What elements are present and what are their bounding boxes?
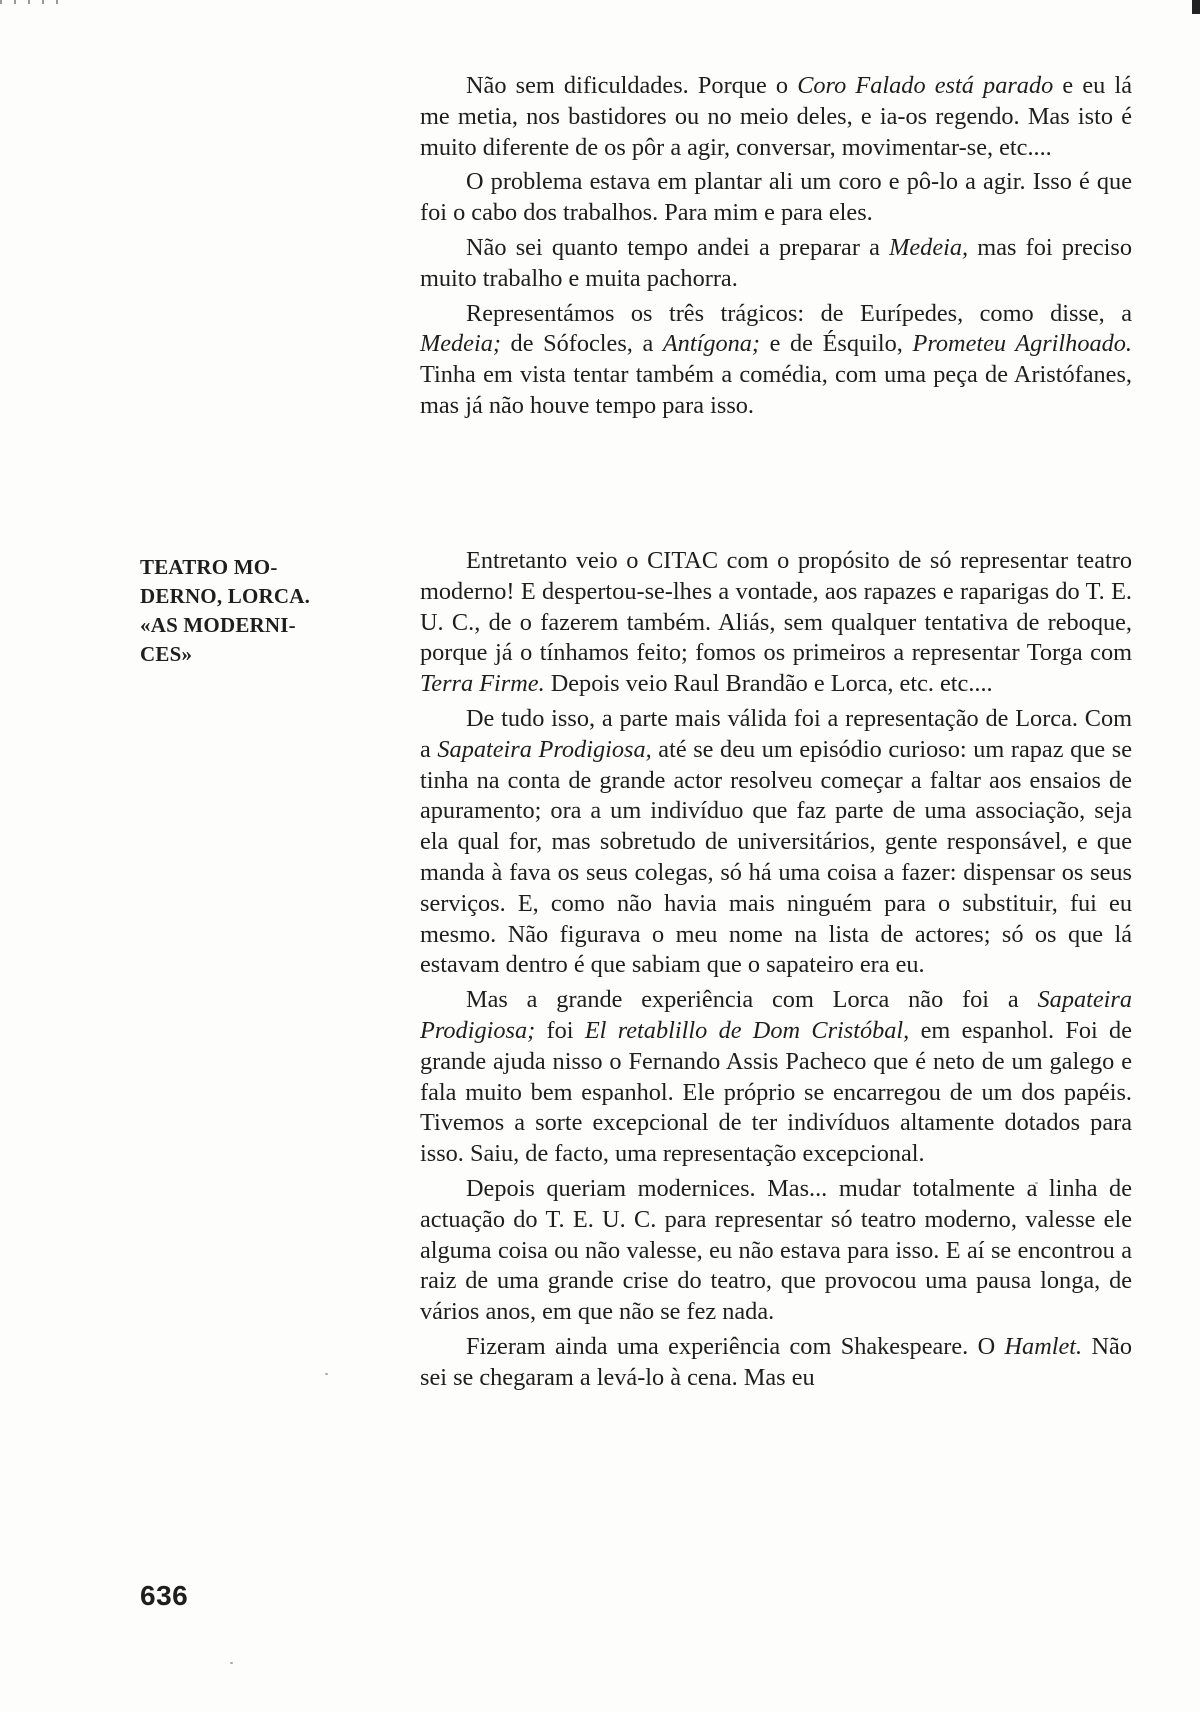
text-run: e eu lá me metia, nos bastidores ou no meio deles, e ia-os regendo. Mas isto é muito diferente de os pôr a agir, conversar, movimentar-se, etc.... (420, 72, 1132, 161)
italic-title: Medeia; (420, 330, 501, 358)
italic-title: Sapateira Prodigiosa; (420, 986, 1132, 1044)
paragraph (420, 1174, 1132, 1328)
text-run: Tinha em vista tentar também a comédia, com uma peça de Aristófanes, mas já não houve tempo para isso. (420, 361, 1132, 419)
side-heading-line: DERNO, LORCA. (140, 584, 311, 608)
text-run: Mas a grande experiência com Lorca não foi a (466, 986, 1038, 1014)
side-heading-line: TEATRO MO- (140, 555, 278, 579)
paragraph (420, 985, 1132, 1170)
italic-title: Coro Falado está parado (797, 72, 1054, 99)
text-run: O problema estava em plantar ali um coro e pô-lo a agir. Isso é que foi o cabo dos trabalhos. Para mim e para eles. (420, 168, 1132, 227)
paragraph (420, 233, 1132, 295)
scan-speck (230, 1662, 233, 1664)
italic-title: Hamlet. (1004, 1332, 1083, 1360)
paragraph (420, 1332, 1132, 1394)
text-run: foi (535, 1016, 585, 1044)
italic-title: Prometeu Agrilhoado. (912, 330, 1132, 358)
paragraph (420, 546, 1132, 700)
italic-title: Sapateira Prodigiosa, (437, 735, 652, 763)
side-heading-line: CES» (140, 642, 193, 666)
scan-speck (325, 1373, 328, 1375)
text-block-1 (420, 71, 1132, 422)
text-run: Depois veio Raul Brandão e Lorca, etc. etc.... (544, 670, 993, 698)
page-number: 636 (140, 1580, 189, 1611)
side-heading (140, 553, 360, 669)
text-run: De tudo isso, a parte mais válida foi a representação de Lorca. Com a (420, 704, 1132, 763)
italic-title: Terra Firme. (420, 670, 545, 698)
text-run: de Sófocles, a (500, 330, 663, 358)
scan-edge-mark (0, 0, 70, 4)
paragraph (420, 167, 1132, 229)
text-run: em espanhol. Foi de grande ajuda nisso o Fernando Assis Pacheco que é neto de um galego e fala muito bem espanhol. Ele próprio se encarregou de um dos papéis. Tivemos a sorte excepcional de ter indivíduos altamente dotados para isso. Saiu, de facto, uma representação excepcional. (420, 1016, 1132, 1168)
paragraph (420, 299, 1132, 422)
italic-title: Medeia, (889, 233, 969, 261)
text-run: e de Ésquilo, (760, 330, 913, 358)
text-run: Não sei se chegaram a levá-lo à cena. Mas eu (420, 1332, 1132, 1391)
text-run: Fizeram ainda uma experiência com Shakespeare. O (466, 1332, 1005, 1360)
scan-corner-mark (1192, 0, 1200, 14)
paragraph (420, 704, 1132, 981)
text-block-2 (420, 546, 1132, 1394)
text-run: Não sem dificuldades. Porque o (466, 72, 798, 99)
text-run: Depois queriam modernices. Mas... mudar totalmente a linha de actuação do T. E. U. C. para representar só teatro moderno, valesse ele alguma coisa ou não valesse, eu não estava para isso. E aí se encontrou a raiz de uma grande crise do teatro, que provocou uma pausa longa, de vários anos, em que não se fez nada. (420, 1174, 1132, 1326)
text-run: Entretanto veio o CITAC com o propósito de só representar teatro moderno! E despertou-se-lhes a vontade, aos rapazes e raparigas do T. E. U. C., de o fazerem também. Aliás, sem qualquer tentativa de reboque, porque já o tínhamos feito; fomos os primeiros a representar Torga com (420, 547, 1132, 667)
paragraph (420, 71, 1132, 163)
text-run: Não sei quanto tempo andei a preparar a (466, 233, 890, 261)
text-run: até se deu um episódio curioso: um rapaz que se tinha na conta de grande actor resolveu começar a faltar aos ensaios de apuramento; ora a um indivíduo que faz parte de uma associação, seja ela qual for, mas sobretudo de universitários, gente responsável, e que manda à fava os seus colegas, só há uma coisa a fazer: dispensar os seus serviços. E, como não havia mais ninguém para o substituir, fui eu mesmo. Não figurava o meu nome na lista de actores; só os que lá estavam dentro é que sabiam que o sapateiro era eu. (420, 735, 1133, 979)
side-heading-line: «AS MODERNI- (140, 613, 296, 637)
text-run: Representámos os três trágicos: de Eurípedes, como disse, a (466, 299, 1132, 327)
italic-title: Antígona; (662, 330, 761, 358)
italic-title: El retablillo de Dom Cristóbal, (584, 1016, 910, 1044)
text-run: mas foi preciso muito trabalho e muita pachorra. (420, 233, 1133, 292)
